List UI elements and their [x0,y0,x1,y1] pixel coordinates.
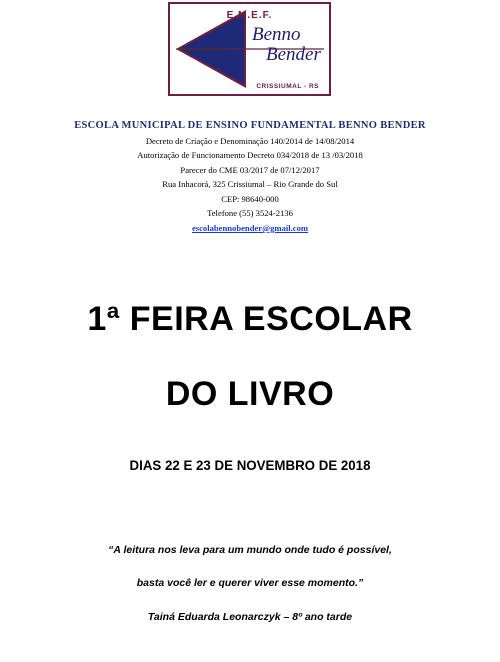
event-title-line1: 1ª FEIRA ESCOLAR [87,300,413,338]
logo-motto: "Educar para ser melhor" [182,47,230,52]
email-line [0,223,500,233]
school-title: ESCOLA MUNICIPAL DE ENSINO FUNDAMENTAL BENNO BENDER [74,120,426,131]
logo-name-first: Benno [252,24,301,45]
info-line: CEP: 98640-000 [221,194,279,204]
event-title-line2: DO LIVRO [165,375,335,413]
logo-name-last: Bender [266,44,321,65]
event-dates: DIAS 22 E 23 DE NOVEMBRO DE 2018 [129,457,371,473]
info-line: Parecer do CME 03/2017 de 07/12/2017 [180,165,320,175]
quote-line1: “A leitura nos leva para um mundo onde tudo é possível, [108,544,392,556]
email-link[interactable]: escolabennobender@gmail.com [191,223,309,233]
logo-city: CRISSIUMAL - RS [256,83,319,90]
quote-author: Tainá Eduarda Leonarczyk – 8º ano tarde [147,611,353,623]
info-line: Telefone (55) 3524-2136 [207,208,293,218]
school-logo [168,2,331,96]
quote-line2: basta você ler e querer viver esse momento.” [136,577,364,589]
logo-school-text: E.M.E.F. [226,10,273,21]
info-line: Autorização de Funcionamento Decreto 034/2018 de 13 /03/2018 [137,150,363,160]
info-line: Rua Inhacorá, 325 Crissiumal – Rio Grande do Sul [162,179,338,189]
info-line: Decreto de Criação e Denominação 140/2014 de 14/08/2014 [145,136,355,146]
